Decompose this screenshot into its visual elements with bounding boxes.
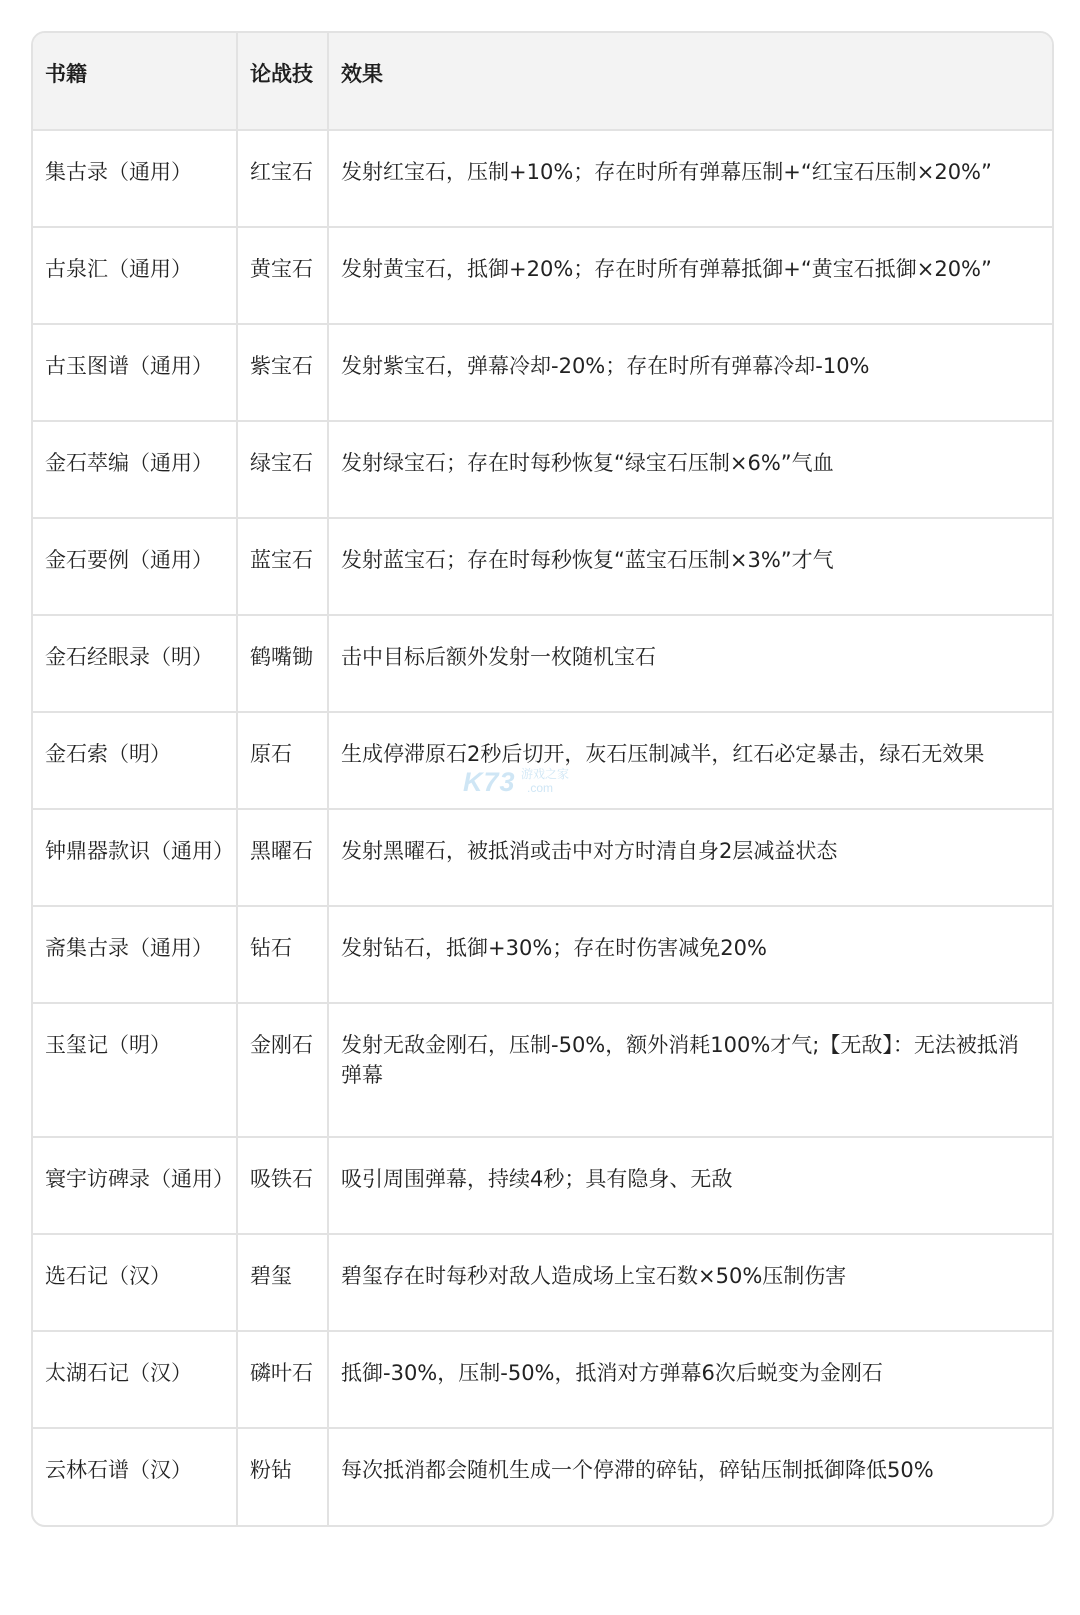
book-cell: 金石经眼录（明）: [33, 615, 237, 712]
watermark-tagline: 游戏之家: [521, 767, 570, 781]
table-row: [33, 421, 1052, 518]
skill-cell: 粉钻: [237, 1428, 328, 1525]
effect-cell: 生成停滞原石2秒后切开，灰石压制减半，红石必定暴击，绿石无效果: [328, 712, 1052, 809]
effect-cell: 抵御-30%，压制-50%，抵消对方弹幕6次后蜕变为金刚石: [328, 1331, 1052, 1428]
effect-cell: 发射黑曜石，被抵消或击中对方时清自身2层减益状态: [328, 809, 1052, 906]
effect-cell: 击中目标后额外发射一枚随机宝石: [328, 615, 1052, 712]
effect-cell: 发射蓝宝石；存在时每秒恢复“蓝宝石压制×3%”才气: [328, 518, 1052, 615]
watermark-domain: .com: [527, 781, 554, 795]
table-row: [33, 1137, 1052, 1234]
effect-cell: 每次抵消都会随机生成一个停滞的碎钻，碎钻压制抵御降低50%: [341, 1458, 934, 1482]
book-cell: 古玉图谱（通用）: [33, 324, 237, 421]
watermark-logo: K73: [463, 767, 516, 797]
effect-cell: 吸引周围弹幕，持续4秒；具有隐身、无敌: [328, 1137, 1052, 1234]
skill-cell: 磷叶石: [237, 1331, 328, 1428]
table-row: [33, 1003, 1052, 1137]
book-cell: 钟鼎器款识（通用）: [33, 809, 237, 906]
table-header-row: [33, 33, 1052, 130]
skill-cell: 红宝石: [237, 130, 328, 227]
effect-cell: 发射无敌金刚石，压制-50%，额外消耗100%才气;【无敌】：无法被抵消弹幕: [328, 1003, 1052, 1137]
table-row: [33, 809, 1052, 906]
skill-cell: 金刚石: [237, 1003, 328, 1137]
effect-cell: 发射红宝石，压制+10%；存在时所有弹幕压制+“红宝石压制×20%”: [328, 130, 1052, 227]
header-skill: 论战技: [237, 33, 328, 130]
skill-cell: 碧玺: [237, 1234, 328, 1331]
book-cell: 选石记（汉）: [33, 1234, 237, 1331]
book-cell: 太湖石记（汉）: [33, 1331, 237, 1428]
table-row: [33, 615, 1052, 712]
book-cell: 古泉汇（通用）: [33, 227, 237, 324]
book-cell: 金石萃编（通用）: [33, 421, 237, 518]
skill-cell: 吸铁石: [237, 1137, 328, 1234]
skill-cell: 原石: [237, 712, 328, 809]
skill-cell: 紫宝石: [237, 324, 328, 421]
table-row: [33, 712, 1052, 809]
table-row: [33, 227, 1052, 324]
book-cell: 寰宇访碑录（通用）: [33, 1137, 237, 1234]
table-row: [33, 324, 1052, 421]
skill-table: [33, 33, 1052, 1525]
header-effect: 效果: [328, 33, 1052, 130]
effect-cell: 碧玺存在时每秒对敌人造成场上宝石数×50%压制伤害: [328, 1234, 1052, 1331]
table-row: [33, 130, 1052, 227]
skill-cell: 绿宝石: [237, 421, 328, 518]
table-row: [33, 1428, 1052, 1525]
skill-cell: 黑曜石: [237, 809, 328, 906]
skill-cell: 钻石: [237, 906, 328, 1003]
effect-cell: 发射钻石，抵御+30%；存在时伤害减免20%: [328, 906, 1052, 1003]
header-book: 书籍: [33, 33, 237, 130]
book-cell: 集古录（通用）: [33, 130, 237, 227]
skill-cell: 鹤嘴锄: [237, 615, 328, 712]
book-cell: 金石索（明）: [33, 712, 237, 809]
book-cell: 斋集古录（通用）: [33, 906, 237, 1003]
book-cell: 玉玺记（明）: [33, 1003, 237, 1137]
table-row: [33, 518, 1052, 615]
skill-cell: 黄宝石: [237, 227, 328, 324]
effect-cell: 发射黄宝石，抵御+20%；存在时所有弹幕抵御+“黄宝石抵御×20%”: [328, 227, 1052, 324]
table-row: [33, 1331, 1052, 1428]
book-cell: 云林石谱（汉）: [33, 1428, 237, 1525]
skill-table-container: [31, 31, 1054, 1527]
effect-cell: 发射绿宝石；存在时每秒恢复“绿宝石压制×6%”气血: [328, 421, 1052, 518]
effect-cell: 发射紫宝石，弹幕冷却-20%；存在时所有弹幕冷却-10%: [328, 324, 1052, 421]
skill-cell: 蓝宝石: [237, 518, 328, 615]
table-row: [33, 906, 1052, 1003]
table-row: [33, 1234, 1052, 1331]
book-cell: 金石要例（通用）: [33, 518, 237, 615]
